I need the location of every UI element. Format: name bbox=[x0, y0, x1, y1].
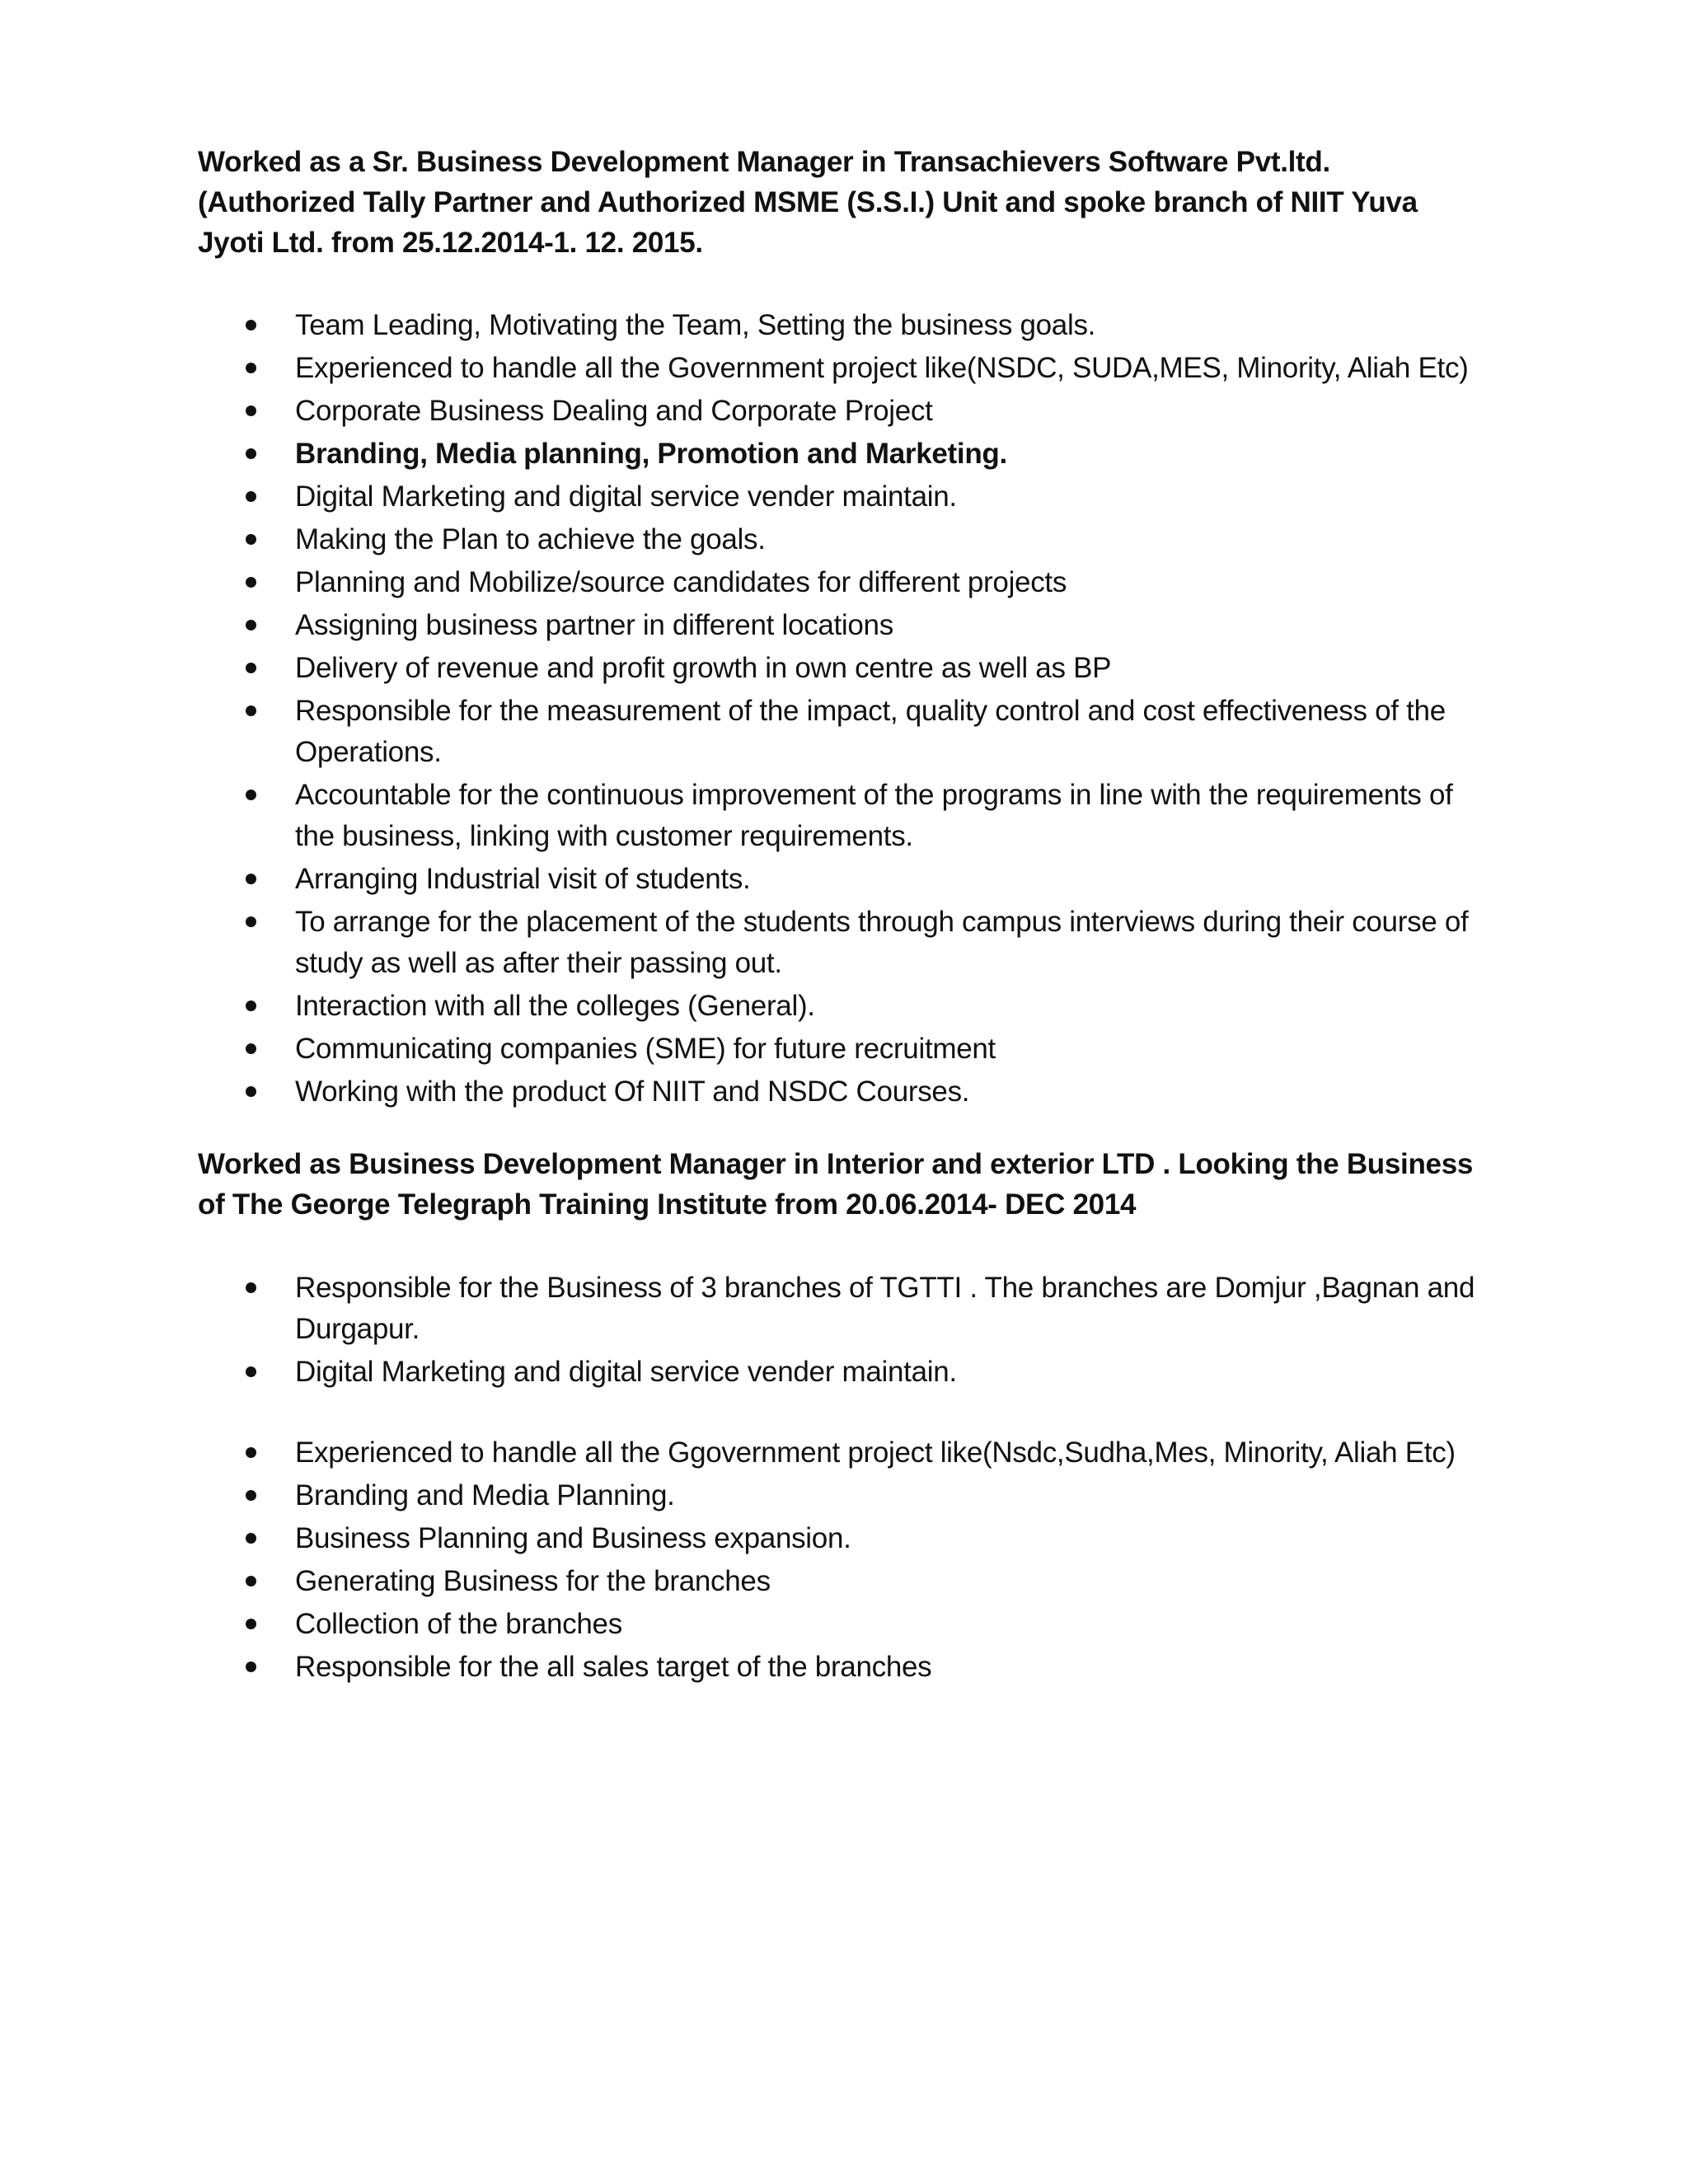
list-item: Team Leading, Motivating the Team, Setting the business goals. bbox=[0, 305, 1688, 346]
list-item: Experienced to handle all the Government project like(NSDC, SUDA,MES, Minority, Aliah Etc) bbox=[0, 348, 1688, 389]
list-item: Generating Business for the branches bbox=[0, 1561, 1688, 1602]
list-item: Responsible for the measurement of the impact, quality control and cost effectiveness of the Operations. bbox=[0, 691, 1688, 773]
list-item: Business Planning and Business expansion. bbox=[0, 1518, 1688, 1559]
list-item: To arrange for the placement of the students through campus interviews during their course of study as well as after their passing out. bbox=[0, 902, 1688, 984]
list-item: Accountable for the continuous improvement of the programs in line with the requirements of the business, linking with customer requirements. bbox=[0, 775, 1688, 857]
list-item: Responsible for the all sales target of the branches bbox=[0, 1647, 1688, 1688]
list-item: Responsible for the Business of 3 branches of TGTTI . The branches are Domjur ,Bagnan and Durgapur. bbox=[0, 1268, 1688, 1350]
list-item: Making the Plan to achieve the goals. bbox=[0, 519, 1688, 560]
bullet-list-tgtti bbox=[0, 1268, 1688, 1394]
bullet-list-tgtti-continued bbox=[0, 1432, 1688, 1690]
list-item: Arranging Industrial visit of students. bbox=[0, 859, 1688, 900]
list-item: Assigning business partner in different locations bbox=[0, 605, 1688, 646]
bullet-list-transachievers bbox=[0, 305, 1688, 1114]
list-item: Branding, Media planning, Promotion and Marketing. bbox=[0, 434, 1688, 475]
section-heading-interior-exterior: Worked as Business Development Manager in Interior and exterior LTD . Looking the Business of The George Telegraph Training Institute from 20.06.2014- DEC 2014 bbox=[198, 1148, 1474, 1221]
section-heading-transachievers: Worked as a Sr. Business Development Manager in Transachievers Software Pvt.ltd. (Authorized Tally Partner and Authorized MSME (S.S.I.) Unit and spoke branch of NIIT Yuva Jyoti Ltd. from 25.12.2014-1. 12. 2015. bbox=[198, 146, 1418, 259]
list-item: Interaction with all the colleges (General). bbox=[0, 986, 1688, 1027]
list-item: Digital Marketing and digital service vender maintain. bbox=[0, 1352, 1688, 1393]
list-item: Corporate Business Dealing and Corporate Project bbox=[0, 391, 1688, 432]
list-item: Experienced to handle all the Ggovernment project like(Nsdc,Sudha,Mes, Minority, Aliah Etc) bbox=[0, 1432, 1688, 1474]
list-item: Planning and Mobilize/source candidates for different projects bbox=[0, 562, 1688, 603]
list-item: Delivery of revenue and profit growth in own centre as well as BP bbox=[0, 648, 1688, 689]
list-item: Digital Marketing and digital service vender maintain. bbox=[0, 476, 1688, 518]
list-item: Communicating companies (SME) for future recruitment bbox=[0, 1029, 1688, 1070]
list-item: Collection of the branches bbox=[0, 1604, 1688, 1645]
list-item: Working with the product Of NIIT and NSDC Courses. bbox=[0, 1071, 1688, 1113]
list-item: Branding and Media Planning. bbox=[0, 1475, 1688, 1516]
